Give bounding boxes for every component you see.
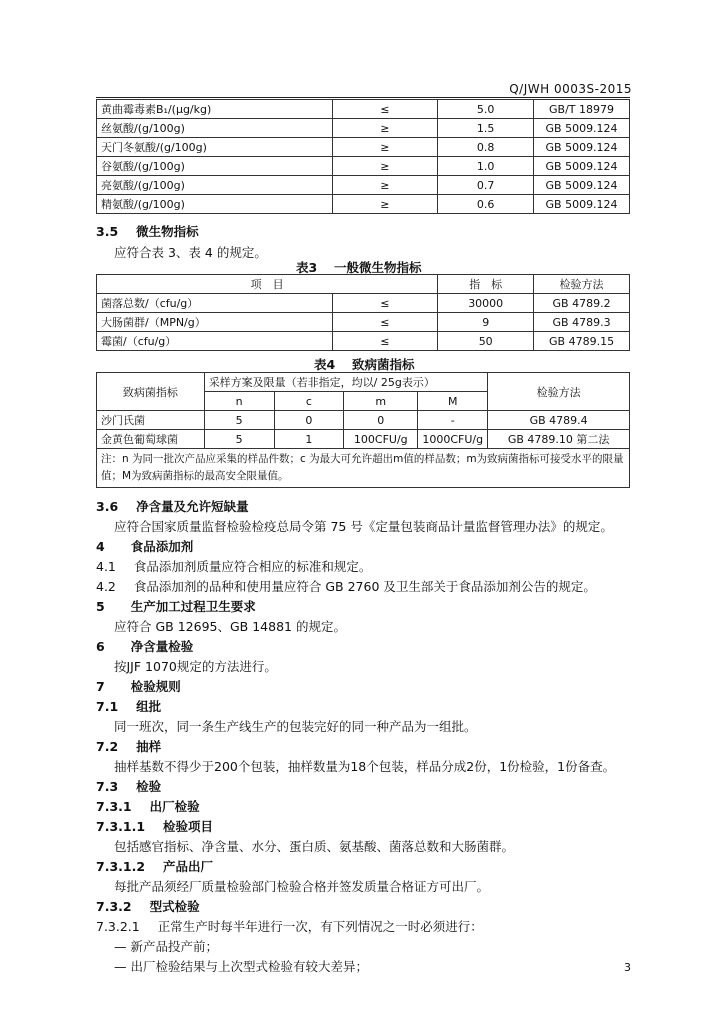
value-cell: 0.8 bbox=[438, 138, 534, 157]
section-7-2-heading bbox=[96, 737, 161, 755]
table-row bbox=[97, 119, 630, 138]
c-cell: 0 bbox=[274, 411, 344, 430]
subheader-M: M bbox=[418, 392, 488, 411]
table-header-row bbox=[97, 373, 630, 392]
section-number: 7.3 bbox=[96, 779, 119, 794]
section-6-body: 按JJF 1070规定的方法进行。 bbox=[114, 659, 277, 674]
method-cell: GB 5009.124 bbox=[534, 176, 630, 195]
column-header-limit: 指 标 bbox=[438, 275, 534, 294]
item-cell: 谷氨酸/(g/100g) bbox=[97, 157, 333, 176]
section-number: 7.2 bbox=[96, 739, 119, 754]
section-7-3-1-2-heading bbox=[96, 857, 213, 875]
section-body: 食品添加剂质量应符合相应的标准和规定。 bbox=[133, 559, 372, 574]
subheader-c: c bbox=[274, 392, 344, 411]
general-microbial-table bbox=[96, 274, 630, 351]
M-cell: - bbox=[418, 411, 488, 430]
section-title: 检验 bbox=[136, 779, 162, 794]
section-title: 微生物指标 bbox=[136, 224, 199, 239]
column-header-method: 检验方法 bbox=[488, 373, 630, 411]
table-3-caption: 表3 一般微生物指标 bbox=[296, 260, 422, 275]
header-rule bbox=[96, 97, 630, 98]
section-3-5-heading bbox=[96, 222, 199, 240]
item-cell: 黄曲霉毒素B₁/(μg/kg) bbox=[97, 100, 333, 119]
table-row bbox=[97, 195, 630, 214]
section-title: 检验项目 bbox=[163, 819, 214, 834]
column-header-item: 项 目 bbox=[97, 275, 438, 294]
c-cell: 1 bbox=[274, 430, 344, 449]
section-7-3-1-1-body: 包括感官指标、净含量、水分、蛋白质、氨基酸、菌落总数和大肠菌群。 bbox=[114, 839, 515, 854]
pathogen-cell: 沙门氏菌 bbox=[97, 411, 205, 430]
method-cell: GB 5009.124 bbox=[534, 195, 630, 214]
table-row bbox=[97, 332, 630, 351]
table-note-row bbox=[97, 449, 630, 488]
section-title: 型式检验 bbox=[149, 899, 200, 914]
section-number: 5 bbox=[96, 599, 105, 614]
operator-cell: ≥ bbox=[332, 176, 438, 195]
value-cell: 9 bbox=[438, 313, 534, 332]
table-row bbox=[97, 294, 630, 313]
section-7-3-1-2-body: 每批产品须经厂质量检验部门检验合格并签发质量合格证方可出厂。 bbox=[114, 879, 490, 894]
subheader-m: m bbox=[344, 392, 418, 411]
item-cell: 精氨酸/(g/100g) bbox=[97, 195, 333, 214]
section-title: 组批 bbox=[136, 699, 162, 714]
operator-cell: ≥ bbox=[332, 119, 438, 138]
table-row bbox=[97, 430, 630, 449]
operator-cell: ≤ bbox=[332, 100, 438, 119]
section-7-2-body: 抽样基数不得少于200个包装，抽样数量为18个包装，样品分成2份，1份检验，1份备查。 bbox=[114, 759, 616, 774]
operator-cell: ≥ bbox=[332, 157, 438, 176]
section-title: 净含量检验 bbox=[130, 639, 194, 654]
operator-cell: ≤ bbox=[332, 332, 438, 351]
table-row bbox=[97, 138, 630, 157]
section-body: 食品添加剂的品种和使用量应符合 GB 2760 及卫生部关于食品添加剂公告的规定。 bbox=[133, 579, 596, 594]
method-cell: GB 5009.124 bbox=[534, 138, 630, 157]
section-7-3-2-heading bbox=[96, 897, 200, 915]
section-6-heading bbox=[96, 637, 193, 655]
pathogen-cell: 金黄色葡萄球菌 bbox=[97, 430, 205, 449]
section-7-1-body: 同一班次，同一条生产线生产的包装完好的同一种产品为一组批。 bbox=[114, 719, 477, 734]
section-4-heading bbox=[96, 537, 193, 555]
section-7-3-1-heading bbox=[96, 797, 200, 815]
section-title: 产品出厂 bbox=[163, 859, 214, 874]
operator-cell: ≥ bbox=[332, 138, 438, 157]
subheader-n: n bbox=[204, 392, 274, 411]
method-cell: GB 5009.124 bbox=[534, 119, 630, 138]
value-cell: 1.5 bbox=[438, 119, 534, 138]
item-cell: 天门冬氨酸/(g/100g) bbox=[97, 138, 333, 157]
list-item: — 出厂检验结果与上次型式检验有较大差异； bbox=[114, 959, 368, 974]
section-number: 4 bbox=[96, 539, 105, 554]
section-7-3-2-1 bbox=[96, 917, 483, 935]
section-number: 7.3.1.1 bbox=[96, 819, 146, 834]
operator-cell: ≤ bbox=[332, 313, 438, 332]
table-header-row bbox=[97, 275, 630, 294]
section-7-1-heading bbox=[96, 697, 161, 715]
section-4-1 bbox=[96, 557, 371, 575]
item-cell: 丝氨酸/(g/100g) bbox=[97, 119, 333, 138]
section-title: 生产加工过程卫生要求 bbox=[130, 599, 256, 614]
section-number: 3.6 bbox=[96, 499, 119, 514]
page-number: 3 bbox=[624, 961, 631, 974]
n-cell: 5 bbox=[204, 430, 274, 449]
item-cell: 霉菌/（cfu/g） bbox=[97, 332, 333, 351]
operator-cell: ≤ bbox=[332, 294, 438, 313]
method-cell: GB/T 18979 bbox=[534, 100, 630, 119]
value-cell: 30000 bbox=[438, 294, 534, 313]
section-3-6-body: 应符合国家质量监督检验检疫总局令第 75 号《定量包装商品计量监督管理办法》的规定。 bbox=[114, 519, 613, 534]
section-number: 3.5 bbox=[96, 224, 119, 239]
column-header-pathogen: 致病菌指标 bbox=[97, 373, 205, 411]
method-cell: GB 4789.10 第二法 bbox=[488, 430, 630, 449]
section-title: 抽样 bbox=[136, 739, 162, 754]
document-number: Q/JWH 0003S-2015 bbox=[509, 82, 632, 96]
section-number: 7.3.1 bbox=[96, 799, 132, 814]
item-cell: 亮氨酸/(g/100g) bbox=[97, 176, 333, 195]
value-cell: 0.7 bbox=[438, 176, 534, 195]
section-4-2 bbox=[96, 577, 596, 595]
section-5-heading bbox=[96, 597, 256, 615]
method-cell: GB 5009.124 bbox=[534, 157, 630, 176]
m-cell: 100CFU/g bbox=[344, 430, 418, 449]
section-7-3-heading bbox=[96, 777, 161, 795]
section-number: 7 bbox=[96, 679, 105, 694]
section-title: 检验规则 bbox=[130, 679, 181, 694]
section-number: 4.2 bbox=[96, 579, 116, 594]
column-header-sampling: 采样方案及限量（若非指定，均以/ 25g表示） bbox=[204, 373, 488, 392]
section-title: 食品添加剂 bbox=[130, 539, 194, 554]
section-number: 4.1 bbox=[96, 559, 116, 574]
value-cell: 1.0 bbox=[438, 157, 534, 176]
section-title: 净含量及允许短缺量 bbox=[136, 499, 249, 514]
section-7-3-1-1-heading bbox=[96, 817, 213, 835]
section-5-body: 应符合 GB 12695、GB 14881 的规定。 bbox=[114, 619, 346, 634]
value-cell: 50 bbox=[438, 332, 534, 351]
method-cell: GB 4789.3 bbox=[534, 313, 630, 332]
method-cell: GB 4789.15 bbox=[534, 332, 630, 351]
pathogen-table bbox=[96, 372, 630, 488]
table-row bbox=[97, 313, 630, 332]
section-3-5-body: 应符合表 3、表 4 的规定。 bbox=[114, 245, 267, 260]
value-cell: 5.0 bbox=[438, 100, 534, 119]
section-number: 6 bbox=[96, 639, 105, 654]
method-cell: GB 4789.4 bbox=[488, 411, 630, 430]
table-row bbox=[97, 411, 630, 430]
table-row bbox=[97, 100, 630, 119]
section-3-6-heading bbox=[96, 497, 249, 515]
section-body: 正常生产时每半年进行一次，有下列情况之一时必须进行： bbox=[157, 919, 483, 934]
value-cell: 0.6 bbox=[438, 195, 534, 214]
section-7-heading bbox=[96, 677, 181, 695]
item-cell: 大肠菌群/（MPN/g） bbox=[97, 313, 333, 332]
table-row bbox=[97, 157, 630, 176]
m-cell: 0 bbox=[344, 411, 418, 430]
item-cell: 菌落总数/（cfu/g） bbox=[97, 294, 333, 313]
n-cell: 5 bbox=[204, 411, 274, 430]
M-cell: 1000CFU/g bbox=[418, 430, 488, 449]
section-title: 出厂检验 bbox=[149, 799, 200, 814]
method-cell: GB 4789.2 bbox=[534, 294, 630, 313]
operator-cell: ≥ bbox=[332, 195, 438, 214]
list-item: — 新产品投产前； bbox=[114, 939, 218, 954]
table-4-caption: 表4 致病菌指标 bbox=[314, 357, 415, 372]
section-number: 7.1 bbox=[96, 699, 119, 714]
section-number: 7.3.2 bbox=[96, 899, 132, 914]
column-header-method: 检验方法 bbox=[534, 275, 630, 294]
section-number: 7.3.1.2 bbox=[96, 859, 146, 874]
indicator-table-continued bbox=[96, 99, 630, 214]
section-number: 7.3.2.1 bbox=[96, 919, 140, 934]
table-row bbox=[97, 176, 630, 195]
table-note: 注：n 为同一批次产品应采集的样品件数；c 为最大可允许超出m值的样品数；m为致病菌指标可接受水平的限量值；M为致病菌指标的最高安全限量值。 bbox=[97, 449, 630, 488]
